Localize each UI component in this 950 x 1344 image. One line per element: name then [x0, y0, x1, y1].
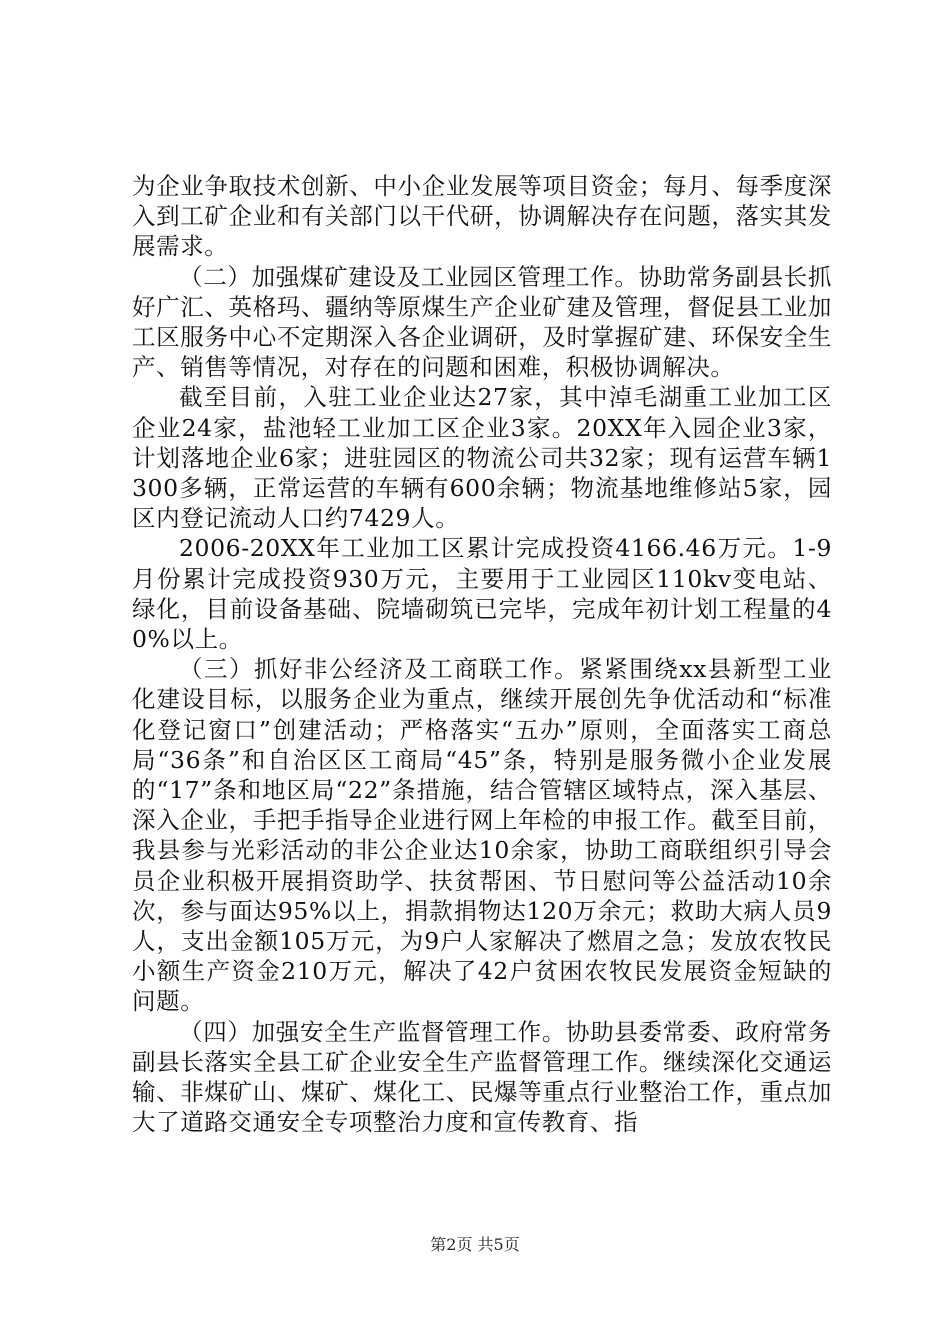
paragraph-section-two: （二）加强煤矿建设及工业园区管理工作。协助常务副县长抓好广汇、英格玛、疆纳等原煤生产企业矿建及管理，督促县工业加工区服务中心不定期深入各企业调研，及时掌握矿建、环保安全生产、销售等情况，对存在的问题和困难，积极协调解决。	[132, 262, 832, 382]
paragraph-investment: 2006-20XX年工业加工区累计完成投资4166.46万元。1-9月份累计完成投资930万元，主要用于工业园区110kv变电站、绿化，目前设备基础、院墙砌筑已完毕，完成年初计划工程量的40%以上。	[132, 534, 832, 654]
paragraph-section-four: （四）加强安全生产监督管理工作。协助县委常委、政府常务副县长落实全县工矿企业安全生产监督管理工作。继续深化交通运输、非煤矿山、煤矿、煤化工、民爆等重点行业整治工作，重点加大了道路交通安全专项整治力度和宣传教育、指	[132, 1017, 832, 1137]
page-number-footer: 第2页 共5页	[430, 1235, 520, 1254]
paragraph-continuation: 为企业争取技术创新、中小企业发展等项目资金；每月、每季度深入到工矿企业和有关部门以干代研，协调解决存在问题，落实其发展需求。	[132, 172, 832, 261]
document-body	[132, 171, 832, 1138]
paragraph-enterprise-stats: 截至目前，入驻工业企业达27家，其中淖毛湖重工业加工区企业24家，盐池轻工业加工区企业3家。20XX年入园企业3家，计划落地企业6家；进驻园区的物流公司共32家；现有运营车辆1300多辆，正常运营的车辆有600余辆；物流基地维修站5家，园区内登记流动人口约7429人。	[132, 383, 832, 533]
paragraph-section-three: （三）抓好非公经济及工商联工作。紧紧围绕xx县新型工业化建设目标，以服务企业为重点，继续开展创先争优活动和“标准化登记窗口”创建活动；严格落实“五办”原则，全面落实工商总局“36条”和自治区区工商局“45”条，特别是服务微小企业发展的“17”条和地区局“22”条措施，结合管辖区域特点，深入基层、深入企业，手把手指导企业进行网上年检的申报工作。截至目前，我县参与光彩活动的非公企业达10余家，协助工商联组织引导会员企业积极开展捐资助学、扶贫帮困、节日慰问等公益活动10余次，参与面达95%以上，捐款捐物达120万余元；救助大病人员9人，支出金额105万元，为9户人家解决了燃眉之急；发放农牧民小额生产资金210万元，解决了42户贫困农牧民发展资金短缺的问题。	[132, 655, 832, 1016]
